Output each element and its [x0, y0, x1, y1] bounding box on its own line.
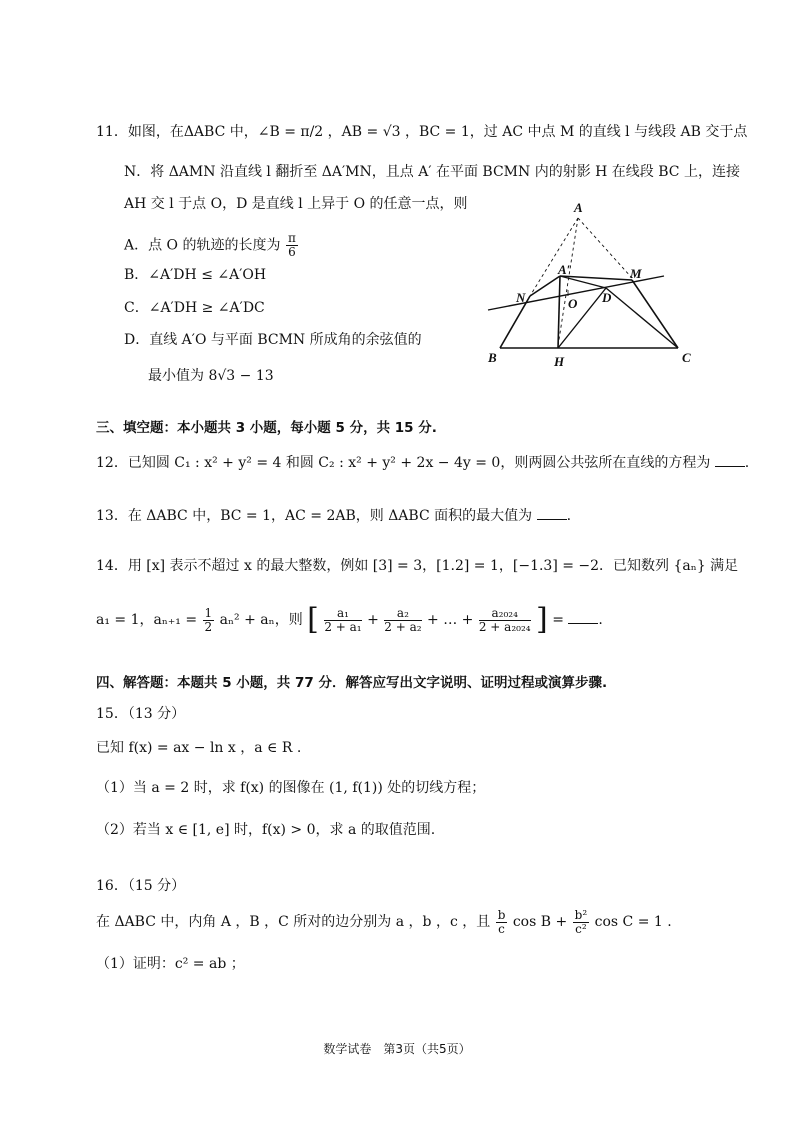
equals-sign: = — [552, 612, 564, 628]
label-a: A — [574, 200, 583, 215]
edge-a1n — [530, 276, 560, 296]
q12: 12．已知圆 C₁ : x² + y² = 4 和圆 C₂ : x² + y² + 2x − 4y = 0，则两圆公共弦所在直线的方程为 . — [96, 455, 750, 471]
frac-numerator: a₁ — [324, 607, 361, 621]
frac-denominator: 2 + a₂₀₂₄ — [478, 619, 531, 634]
plus-sign: + — [367, 612, 379, 628]
term-1 — [324, 607, 361, 634]
q11-option-a-fraction — [286, 232, 298, 259]
q16-part1: （1）证明：c² = ab ； — [96, 956, 245, 972]
q15-given: 已知 f(x) = ax − ln x ，a ∈ R . — [96, 740, 302, 756]
label-d: D — [602, 290, 612, 305]
frac-denominator: 2 + a₁ — [324, 619, 362, 634]
q15-header: 15．（13 分） — [96, 706, 186, 722]
frac-denominator: c² — [575, 921, 587, 936]
edge-cm — [632, 280, 678, 348]
frac-denominator: 2 + a₂ — [384, 619, 422, 634]
section-3-heading: 三、填空题：本小题共 3 小题，每小题 5 分，共 15 分. — [96, 420, 437, 436]
answer-blank — [568, 611, 598, 624]
frac-numerator: b² — [574, 907, 588, 922]
geometry-figure — [482, 196, 697, 376]
q16-given-end: cos C = 1 . — [594, 914, 672, 930]
term-2024 — [479, 607, 531, 634]
frac-denominator: 2 — [204, 619, 213, 634]
q11-option-b: B．∠A′DH ≤ ∠A′OH — [124, 267, 267, 283]
q11-line2: N．将 ΔAMN 沿直线 l 翻折至 ΔA′MN，且点 A′ 在平面 BCMN 内的射影 H 在线段 BC 上，连接 — [124, 164, 740, 180]
ellipsis-sum: + … + — [427, 612, 474, 628]
answer-blank — [715, 454, 745, 467]
q16-given-mid: cos B + — [512, 914, 568, 930]
q14-line1: 14．用 [x] 表示不超过 x 的最大整数，例如 [3] = 3，[1.2] = 1，[−1.3] = −2．已知数列 {aₙ} 满足 — [96, 558, 739, 574]
frac-numerator: π — [287, 231, 296, 245]
label-b: B — [488, 350, 497, 365]
q11-option-c: C．∠A′DH ≥ ∠A′DC — [124, 300, 265, 316]
q11-line3: AH 交 l 于点 O，D 是直线 l 上异于 O 的任意一点，则 — [124, 196, 468, 212]
q16-header: 16．（15 分） — [96, 878, 186, 894]
answer-blank — [537, 507, 567, 520]
dashed-am — [578, 218, 632, 278]
q11-option-d-cont: 最小值为 8√3 − 13 — [148, 368, 274, 384]
b2-over-c2 — [573, 909, 590, 936]
half-fraction — [203, 607, 215, 634]
frac-numerator: 1 — [204, 605, 213, 620]
q13-text: 13．在 ΔABC 中，BC = 1，AC = 2AB，则 ΔABC 面积的最大值为 — [96, 508, 533, 524]
label-n: N — [516, 290, 526, 305]
frac-denominator: 6 — [288, 245, 296, 259]
right-bracket: ] — [536, 602, 548, 637]
page-footer: 数学试卷 第3页（共5页） — [323, 1042, 471, 1056]
q11-option-a-text: A．点 O 的轨迹的长度为 — [124, 237, 281, 254]
q11-option-d: D．直线 A′O 与平面 BCMN 所成角的余弦值的 — [124, 332, 422, 348]
frac-numerator: b — [497, 907, 506, 922]
q13: 13．在 ΔABC 中，BC = 1，AC = 2AB，则 ΔABC 面积的最大值为 . — [96, 508, 572, 524]
q15-part2: （2）若当 x ∈ [1, e] 时，f(x) > 0，求 a 的取值范围. — [96, 822, 436, 838]
term-2 — [384, 607, 421, 634]
dashed-an — [530, 218, 578, 296]
q16-given — [96, 906, 672, 938]
q11-line1: 11．如图，在ΔABC 中，∠B = π/2 ，AB = √3 ，BC = 1，过 AC 中点 M 的直线 l 与线段 AB 交于点 — [96, 124, 748, 140]
label-c: C — [682, 350, 691, 365]
q11-option-a — [124, 232, 299, 259]
edge-dc — [606, 288, 678, 348]
label-o: O — [568, 296, 578, 311]
edge-dh — [558, 288, 606, 348]
frac-denominator: c — [498, 921, 505, 936]
q14-line2: a₁ = 1，aₙ₊₁ = $\frac{1}{2}$ aₙ² + aₙ，则 [ $\frac{\text{a₁}}{\text{2 + a₁}}$ + $\frac{\text{a₂}}{\text{2 + a₂}}$ + … + $\frac{\text{a₂₀₂₄}}{\text{2 + a₂₀₂₄}}$ ] = . — [96, 602, 603, 637]
left-bracket: [ — [307, 602, 319, 637]
label-m: M — [630, 266, 642, 281]
label-a-prime: A′ — [558, 262, 571, 277]
q14-condition-end: aₙ² + aₙ，则 — [219, 612, 303, 628]
section-4-heading: 四、解答题：本题共 5 小题，共 77 分．解答应写出文字说明、证明过程或演算步骤. — [96, 675, 608, 691]
q16-given-start: 在 ΔABC 中，内角 A ，B ，C 所对的边分别为 a ，b ，c ，且 — [96, 914, 491, 930]
edge-bn — [500, 296, 530, 348]
q15-part1: （1）当 a = 2 时，求 f(x) 的图像在 (1, f(1)) 处的切线方程； — [96, 780, 486, 796]
frac-numerator: a₂ — [384, 607, 421, 621]
q14-condition-start: a₁ = 1，aₙ₊₁ = — [96, 612, 198, 628]
frac-numerator: a₂₀₂₄ — [479, 607, 531, 621]
q12-text: 12．已知圆 C₁ : x² + y² = 4 和圆 C₂ : x² + y² + 2x − 4y = 0，则两圆公共弦所在直线的方程为 — [96, 455, 711, 471]
b-over-c — [496, 909, 508, 936]
label-h: H — [554, 354, 565, 369]
